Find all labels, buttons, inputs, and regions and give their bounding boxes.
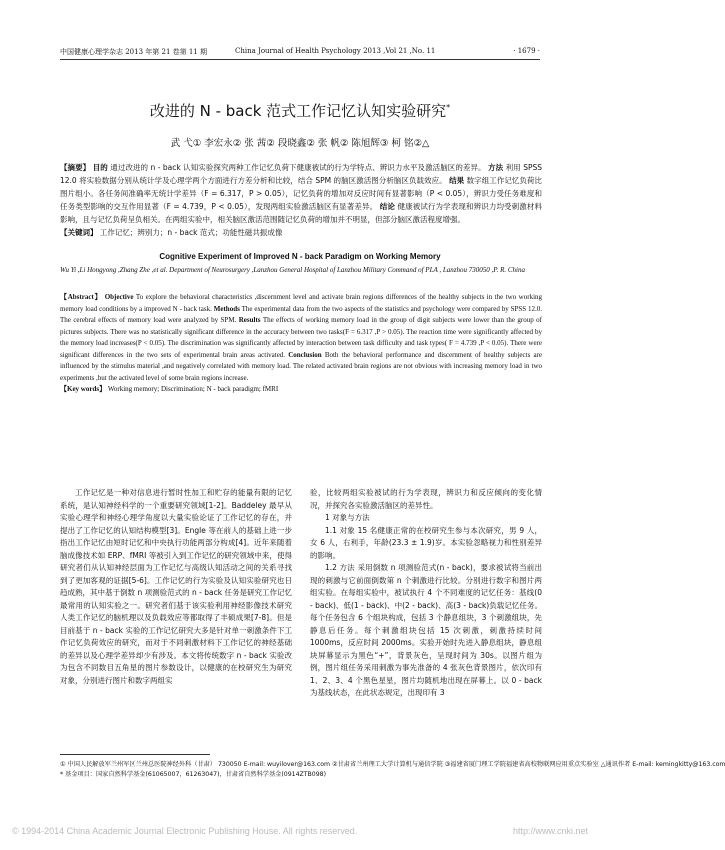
- method-label: 方法: [488, 163, 504, 172]
- body-left-column: [60, 487, 292, 687]
- footnotes: [60, 760, 725, 780]
- en-objective-text: To explore the behavioral characteristics ,discernment level and activate brain regions differences of the healthy subjects in the two working memory load conditions by a improved N - back task.: [60, 293, 543, 313]
- subjects-paragraph: 1.1 对象 15 名健康正常的在校研究生参与本次研究，男 9 人，女 6 人，右利手，年龄(23.3 ± 1.9)岁。本实验忽略视力和性别差异的影响。: [310, 525, 542, 560]
- en-conclusion-label: Conclusion: [288, 350, 322, 359]
- journal-en: China Journal of Health Psychology 2013 ,Vol 21 ,No. 11: [235, 47, 436, 55]
- footnote-funding: * 基金项目：国家自然科学基金(61065007，61263047)，甘肃省自然科学基金(0914ZTB098): [60, 771, 327, 778]
- cnki-link[interactable]: http://www.cnki.net: [512, 826, 588, 836]
- en-objective-label: Objective: [104, 293, 134, 301]
- title-footnote-mark: *: [446, 103, 451, 112]
- method-paragraph: 1.2 方法 采用倒数 n 项测验范式(n - back)，要求被试将当前出现的刺激与它前面倒数第 n 个刺激进行比较。分别进行数字和图片两组实验。在每组实验中，被试执行 4 个不同难度的记忆任务：基线(0 - back)、低(1 - back)、中(2 - back)、高(3 - back)负载记忆任务。每个任务包含 6 个组块构成，包括 3 个静息组块，3 个刺激组块，先静息后任务。每个刺激组块包括 15 次刺激，刺激持续时间 1000ms，反应时间 2000ms。实验开始时先进入静息组块，静息组块屏幕显示为黑色“+”，背景灰色，呈现时间为 30s。以图片组为例，图片组任务采用刺激为事先准备的 4 张灰色背景图片，依次印有 1、2、3、4 个黑色星星，图片均随机地出现在屏幕上。以 0 - back 为基线状态，在此状态规定，出现印有 3: [310, 563, 542, 697]
- intro-paragraph: 工作记忆是一种对信息进行暂时性加工和贮存的能量有限的记忆系统，是认知神经科学的一个重要研究领域[1-2]。Baddeley 最早从实验心理学和神经心理学角度以大量实验论证了工作记忆的存在，并提出了工作记忆的认知结构模型[3]。Engle 等在前人的基础上进一步指出工作记忆由短时记忆和中央执行功能两部分构成[4]。近年来随着脑成像技术如 ERP、fMRI 等被引入到工作记忆的研究领域中来，使得研究者们从认知神经层面为工作记忆与高级认知活动之间的关系寻找到了更加客观的证据[5-6]。工作记忆的行为实验及认知实验研究也日趋成熟，其中基于倒数 n 项测验范式的 n - back 任务是研究工作记忆最常用的认知实验之一。研究者们基于该实验利用神经影像技术研究人类工作记忆的脑机理以及负载效应等都取得了丰硕成果[7-8]。但是目前基于 n - back 实验的工作记忆研究大多是针对单一刺激条件下工作记忆负荷效应的研究，而对于不同刺激材料下工作记忆的神经基础的差异以及心理学差异却少有涉及。本文将传统数字 n - back 实验改为包含不同数目五角星的图片参数设计，以健康的在校研究生为研究对象，分别进行图片和数字两组实: [60, 488, 292, 685]
- english-affiliation: Wu Yi ,Li Hongyong ,Zhang Zhe ,et al. Department of Neurosurgery ,Lanzhou General Hospital of Lanzhou Military Command of PLA , Lanzhou 730050 ,P. R. China: [60, 266, 525, 274]
- intro-continued: 验，比较两组实验被试的行为学表现，辨识力和反应倾向的变化情况，并探究各实验激活脑区的差异性。: [310, 488, 542, 510]
- conclusion-text: 健康被试行为学表现和辨识力均受刺激材料影响，且与记忆负荷呈负相关。在两组实验中，相关脑区激活范围随记忆负荷的增加并不明显，但部分脑区激活程度增强。: [60, 202, 543, 224]
- en-abstract-label: 【Abstract】: [60, 293, 103, 301]
- english-title: Cognitive Experiment of Improved N - back Paradigm on Working Memory: [159, 252, 441, 261]
- en-results-text: The effects of working memory load in the group of digit subjects were lower than the group of pictures subjects. There was no statistically significant difference in the accuracy between two tasks(F = 6.317 ,P > 0.05). The reaction time were significantly affected by the memory load increases(P < 0.05). The discrimination was significantly affected by interaction between task difficulty and task types( F = 4.739 ,P < 0.05). There were significant differences in the two sets of experimental brain areas activated.: [60, 316, 542, 359]
- conclusion-label: 结论: [379, 202, 395, 211]
- footnote-affiliations: ① 中国人民解放军兰州军区兰州总医院神经外科（甘肃） 730050 E-mail: wuyilover@163.com ②甘肃省兰州理工大学计算机与通信学院 ③福建省厦门理工学院福建省高校物联网应用重点实验室 △通讯作者 E-mail: kemingkitty@163.com: [60, 761, 725, 768]
- en-results-label: Results: [238, 316, 261, 324]
- objective-label: 目的: [92, 163, 108, 172]
- section-heading-methods: 1 对象与方法: [325, 513, 370, 522]
- keywords-label: 【关键词】: [60, 228, 98, 237]
- objective-text: 通过改进的 n - back 认知实验探究两种工作记忆负荷下健康被试的行为学特点、辨识力水平及激活脑区的差异。: [110, 163, 486, 172]
- journal-cn: 中国健康心理学杂志 2013 年第 21 卷第 11 期: [60, 48, 207, 56]
- body-right-column: [310, 487, 542, 700]
- english-abstract: [60, 292, 542, 396]
- result-label: 结果: [449, 176, 465, 185]
- author-list: 武 弋① 李宏永② 张 茜② 段晓鑫② 张 帆② 陈旭辉③ 柯 铭②△: [170, 138, 430, 149]
- chinese-abstract: [60, 161, 542, 239]
- copyright-text: © 1994-2014 China Academic Journal Electronic Publishing House. All rights reserved.: [12, 826, 358, 836]
- en-methods-label: Methods: [213, 304, 240, 313]
- result-text: 数字组工作记忆负荷比图片组小。各任务间准确率无统计学差异（F = 6.317，P > 0.05），记忆负荷的增加对反应时间有显著影响（P < 0.05），辨识力受任务难度和任务类型影响的交互作用显著（F = 4.739，P < 0.05），发现两组实验激活脑区有显著差异。: [60, 176, 543, 211]
- keywords-text: 工作记忆；辨别力；n - back 范式；功能性磁共振成像: [99, 228, 283, 237]
- en-methods-text: The experimental data from the two aspects of the statistics and psychology were compared by SPSS 12.0. The cerebral effects of memory load were analyzed by SPM.: [60, 304, 543, 324]
- title-text: 改进的 N - back 范式工作记忆认知实验研究: [149, 102, 447, 120]
- page-number: · 1679 ·: [513, 47, 540, 55]
- en-conclusion-text: Both the behavioral performance and discernment of healthy subjects are influenced by the stimulus material ,and negatively correlated with memory load. The related activated brain regions are not obvious with increasing memory load in two experiments ,but the activated level of some brain regions increase.: [60, 350, 542, 382]
- en-keywords-label: 【Key words】: [60, 385, 107, 393]
- method-text: 利用 SPSS 12.0 将实验数据分别从统计学及心理学两个方面进行方差分析和比较，结合 SPM 的脑区激活图分析脑区负载效应。: [60, 163, 542, 185]
- abstract-label: 【摘要】: [60, 163, 91, 172]
- footnote-divider: [60, 754, 210, 755]
- en-keywords-text: Working memory; Discrimination; N - back paradigm; fMRI: [107, 385, 279, 393]
- paper-title: [0, 100, 600, 121]
- running-header: [60, 45, 540, 60]
